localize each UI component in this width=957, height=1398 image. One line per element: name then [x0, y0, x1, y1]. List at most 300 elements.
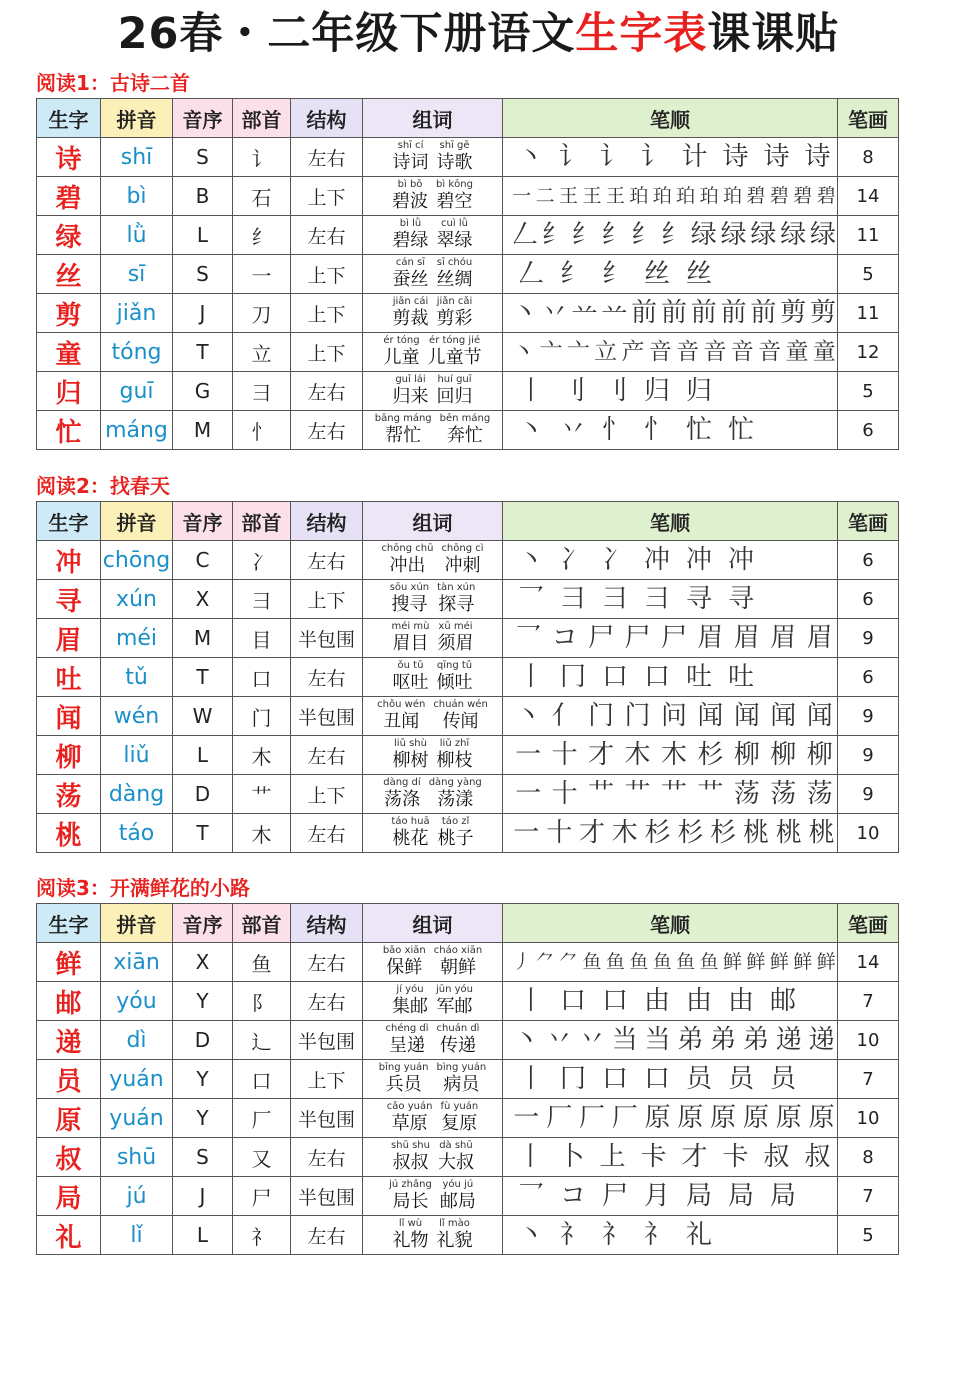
word-item	[437, 1218, 473, 1252]
word-item	[440, 413, 491, 447]
pinyin-cell: shū	[101, 1138, 173, 1177]
word-item	[436, 179, 473, 213]
stroke-step: 诗	[722, 142, 749, 172]
word-pinyin: jí yóu	[396, 984, 424, 995]
words-cell	[363, 177, 503, 216]
stroke-step: 诗	[763, 142, 790, 172]
order-cell: M	[173, 619, 233, 658]
title-black: 26春・二年级下册语文	[117, 9, 576, 59]
stroke-step: 𠃋	[517, 259, 544, 289]
word-hanzi: 桃子	[437, 828, 474, 849]
stroke-step: 弟	[677, 1025, 704, 1055]
stroke-step: 计	[681, 142, 708, 172]
order-cell: S	[173, 138, 233, 177]
word-pinyin: shū shu	[391, 1140, 430, 1151]
table-row	[37, 697, 899, 736]
table-row	[37, 982, 899, 1021]
strokes-cell	[503, 255, 838, 294]
stroke-step: 由	[727, 986, 754, 1016]
character-cell: 吐	[37, 658, 101, 697]
stroke-step: 音	[648, 339, 672, 365]
strokes-cell	[503, 943, 838, 982]
header-order: 音序	[173, 502, 233, 541]
word-pinyin: bēn máng	[439, 413, 491, 424]
word-hanzi: 冲刺	[444, 555, 481, 576]
word-item	[440, 1179, 476, 1213]
word-hanzi: 病员	[443, 1074, 480, 1095]
stroke-step: 桃	[742, 818, 769, 848]
stroke-step: 𠃋	[511, 220, 538, 250]
word-item	[429, 777, 482, 811]
strokes-cell	[503, 736, 838, 775]
word-item	[393, 660, 429, 694]
word-item	[393, 218, 429, 252]
structure-cell: 半包围	[291, 1021, 363, 1060]
lesson-section	[36, 68, 898, 450]
stroke-step: 产	[621, 339, 645, 365]
stroke-step: 纟	[571, 220, 598, 250]
word-pinyin: dàng yàng	[428, 777, 482, 788]
word-pinyin: jú zhǎng	[389, 1179, 432, 1190]
word-hanzi: 碧波	[392, 191, 429, 212]
stroke-step: 弟	[742, 1025, 769, 1055]
stroke-step: 鱼	[582, 951, 602, 973]
character-cell: 寻	[37, 580, 101, 619]
pinyin-cell: yuán	[101, 1099, 173, 1138]
stroke-step: 彐	[643, 584, 670, 614]
header-structure: 结构	[291, 99, 363, 138]
word-item	[383, 945, 426, 979]
table-row	[37, 1138, 899, 1177]
stroke-step: 丶	[515, 701, 542, 731]
stroke-step: 眉	[733, 623, 760, 653]
stroke-step: 杉	[644, 818, 671, 848]
character-cell: 荡	[37, 775, 101, 814]
stroke-count-cell: 10	[838, 1021, 899, 1060]
header-char: 生字	[37, 904, 101, 943]
radical-cell: 礻	[233, 1216, 291, 1255]
word-item	[391, 1140, 430, 1174]
radical-cell: 鱼	[233, 943, 291, 982]
word-pinyin: lǐ wù	[398, 1218, 423, 1229]
character-cell: 忙	[37, 411, 101, 450]
word-pinyin: ǒu tǔ	[397, 660, 424, 671]
word-hanzi: 帮忙	[385, 425, 422, 446]
word-hanzi: 礼貌	[436, 1230, 473, 1251]
stroke-step: 讠	[640, 142, 667, 172]
stroke-step: 剪	[810, 298, 837, 328]
word-pinyin: cán sī	[395, 257, 426, 268]
table-row	[37, 411, 899, 450]
stroke-count-cell: 6	[838, 541, 899, 580]
pinyin-cell: xiān	[101, 943, 173, 982]
radical-cell: 又	[233, 1138, 291, 1177]
radical-cell: 口	[233, 1060, 291, 1099]
table-row	[37, 541, 899, 580]
word-hanzi: 翠绿	[436, 230, 473, 251]
order-cell: L	[173, 736, 233, 775]
pinyin-cell: jiǎn	[101, 294, 173, 333]
stroke-count-cell: 6	[838, 658, 899, 697]
stroke-count-cell: 10	[838, 1099, 899, 1138]
word-hanzi: 诗歌	[436, 152, 473, 173]
word-hanzi: 军邮	[436, 996, 473, 1017]
stroke-step: 木	[611, 818, 638, 848]
pinyin-cell: méi	[101, 619, 173, 658]
stroke-step: 门	[624, 701, 651, 731]
word-pinyin: liǔ shù	[394, 738, 427, 749]
strokes-cell	[503, 333, 838, 372]
words-cell	[363, 619, 503, 658]
stroke-step: 丿	[512, 951, 532, 973]
header-order: 音序	[173, 99, 233, 138]
stroke-step: 弟	[710, 1025, 737, 1055]
stroke-count-cell: 9	[838, 736, 899, 775]
stroke-step: 才	[578, 818, 605, 848]
word-hanzi: 保鲜	[386, 957, 423, 978]
stroke-step: 亻	[551, 701, 578, 731]
word-item	[437, 257, 473, 291]
stroke-step: 鱼	[605, 951, 625, 973]
word-hanzi: 荡漾	[437, 789, 474, 810]
pinyin-cell: xún	[101, 580, 173, 619]
stroke-step: 归	[685, 376, 712, 406]
word-hanzi: 归来	[392, 386, 429, 407]
word-pinyin: chōng chū	[381, 543, 434, 554]
radical-cell: 阝	[233, 982, 291, 1021]
stroke-step: 绿	[810, 220, 837, 250]
word-pinyin: bīng yuán	[378, 1062, 429, 1073]
structure-cell: 半包围	[291, 697, 363, 736]
stroke-step: 卡	[640, 1142, 667, 1172]
stroke-step: 乛	[517, 1181, 544, 1211]
radical-cell: 讠	[233, 138, 291, 177]
stroke-count-cell: 6	[838, 580, 899, 619]
word-pinyin: cuì lǜ	[441, 218, 468, 229]
words-cell	[363, 1216, 503, 1255]
stroke-step: 丝	[685, 259, 712, 289]
word-pinyin: shī cí	[397, 140, 424, 151]
word-pinyin: chōng cì	[441, 543, 484, 554]
words-cell	[363, 294, 503, 333]
stroke-step: 丶	[517, 1220, 544, 1250]
word-hanzi: 邮局	[439, 1191, 476, 1212]
header-pinyin: 拼音	[101, 502, 173, 541]
word-hanzi: 儿童	[383, 347, 420, 368]
stroke-step: 音	[703, 339, 727, 365]
stroke-step: 月	[643, 1181, 670, 1211]
words-cell	[363, 775, 503, 814]
stroke-step: 前	[660, 298, 687, 328]
stroke-step: 绿	[780, 220, 807, 250]
word-hanzi: 复原	[441, 1113, 478, 1134]
stroke-step: 叔	[763, 1142, 790, 1172]
order-cell: X	[173, 580, 233, 619]
stroke-step: 前	[631, 298, 658, 328]
stroke-step: 艹	[660, 779, 687, 809]
strokes-cell	[503, 619, 838, 658]
header-strokes: 笔顺	[503, 502, 838, 541]
structure-cell: 上下	[291, 177, 363, 216]
stroke-step: 前	[750, 298, 777, 328]
word-pinyin: guī lái	[395, 374, 426, 385]
word-item	[441, 543, 483, 577]
table-row	[37, 255, 899, 294]
title-red: 生字表	[575, 9, 708, 59]
stroke-step: 丷	[541, 298, 568, 328]
word-item	[393, 1218, 429, 1252]
word-hanzi: 桃花	[392, 828, 429, 849]
stroke-count-cell: 5	[838, 1216, 899, 1255]
stroke-step: 木	[660, 740, 687, 770]
stroke-step: 珀	[652, 185, 672, 207]
stroke-count-cell: 14	[838, 177, 899, 216]
section-title: 阅读1：古诗二首	[36, 71, 190, 95]
stroke-step: 口	[601, 986, 628, 1016]
strokes-cell	[503, 1138, 838, 1177]
stroke-step: 丷	[559, 415, 586, 445]
stroke-step: 纟	[660, 220, 687, 250]
stroke-step: 眉	[806, 623, 833, 653]
radical-cell: 木	[233, 736, 291, 775]
stroke-step: 吐	[685, 662, 712, 692]
table-row	[37, 814, 899, 853]
stroke-step: 荡	[733, 779, 760, 809]
stroke-step: 王	[559, 185, 579, 207]
stroke-step: 䒑	[571, 298, 598, 328]
stroke-step: コ	[559, 1181, 586, 1211]
word-pinyin: chéng dì	[385, 1023, 429, 1034]
strokes-cell	[503, 697, 838, 736]
word-pinyin: chuán dì	[436, 1023, 480, 1034]
radical-cell: 尸	[233, 1177, 291, 1216]
stroke-step: 乛	[515, 623, 542, 653]
word-item	[437, 621, 473, 655]
character-cell: 闻	[37, 697, 101, 736]
word-hanzi: 柳枝	[436, 750, 473, 771]
stroke-step: 尸	[624, 623, 651, 653]
stroke-step: 一	[512, 185, 532, 207]
stroke-step: 纟	[601, 220, 628, 250]
radical-cell: 艹	[233, 775, 291, 814]
stroke-step: 二	[535, 185, 555, 207]
header-count: 笔画	[838, 904, 899, 943]
pinyin-cell: bì	[101, 177, 173, 216]
structure-cell: 半包围	[291, 1177, 363, 1216]
header-order: 音序	[173, 904, 233, 943]
stroke-step: 柳	[733, 740, 760, 770]
word-item	[437, 374, 473, 408]
words-cell	[363, 580, 503, 619]
stroke-step: 才	[681, 1142, 708, 1172]
words-cell	[363, 1060, 503, 1099]
stroke-step: 艹	[697, 779, 724, 809]
word-hanzi: 探寻	[438, 594, 475, 615]
stroke-step: 绿	[690, 220, 717, 250]
table-row	[37, 580, 899, 619]
word-item	[392, 621, 430, 655]
radical-cell: 口	[233, 658, 291, 697]
header-radical: 部首	[233, 904, 291, 943]
radical-cell: 木	[233, 814, 291, 853]
table-row	[37, 943, 899, 982]
structure-cell: 上下	[291, 580, 363, 619]
stroke-count-cell: 6	[838, 411, 899, 450]
stroke-step: 丨	[517, 1142, 544, 1172]
words-cell	[363, 982, 503, 1021]
pinyin-cell: guī	[101, 372, 173, 411]
word-item	[438, 816, 474, 850]
stroke-count-cell: 9	[838, 619, 899, 658]
word-hanzi: 礼物	[392, 1230, 429, 1251]
strokes-cell	[503, 372, 838, 411]
words-cell	[363, 658, 503, 697]
stroke-step: 珀	[629, 185, 649, 207]
header-words: 组词	[363, 502, 503, 541]
stroke-step: 忙	[685, 415, 712, 445]
structure-cell: 左右	[291, 943, 363, 982]
stroke-step: 讠	[599, 142, 626, 172]
word-item	[393, 296, 429, 330]
word-pinyin: táo zǐ	[441, 816, 470, 827]
words-cell	[363, 138, 503, 177]
structure-cell: 左右	[291, 982, 363, 1021]
character-cell: 桃	[37, 814, 101, 853]
word-pinyin: sī chóu	[436, 257, 473, 268]
word-hanzi: 丑闻	[383, 711, 420, 732]
word-hanzi: 大叔	[437, 1152, 474, 1173]
word-item	[391, 816, 429, 850]
word-item	[392, 984, 428, 1018]
strokes-cell	[503, 580, 838, 619]
radical-cell: 刀	[233, 294, 291, 333]
stroke-step: 冫	[601, 545, 628, 575]
word-item	[437, 296, 473, 330]
structure-cell: 左右	[291, 1216, 363, 1255]
stroke-step: 眉	[697, 623, 724, 653]
character-cell: 诗	[37, 138, 101, 177]
word-hanzi: 须眉	[437, 633, 474, 654]
stroke-step: 亠	[539, 339, 563, 365]
strokes-cell	[503, 1060, 838, 1099]
stroke-step: 前	[690, 298, 717, 328]
table-row	[37, 1216, 899, 1255]
stroke-step: 十	[551, 740, 578, 770]
pinyin-cell: chōng	[101, 541, 173, 580]
word-item	[440, 1101, 478, 1135]
stroke-step: 礻	[643, 1220, 670, 1250]
stroke-step: 王	[582, 185, 602, 207]
table-row	[37, 177, 899, 216]
structure-cell: 左右	[291, 372, 363, 411]
stroke-step: 厂	[578, 1103, 605, 1133]
word-item	[437, 1023, 480, 1057]
radical-cell: 石	[233, 177, 291, 216]
word-hanzi: 兵员	[385, 1074, 422, 1095]
stroke-step: 纟	[541, 220, 568, 250]
word-hanzi: 奔忙	[446, 425, 483, 446]
radical-cell: 辶	[233, 1021, 291, 1060]
structure-cell: 左右	[291, 736, 363, 775]
radical-cell: 目	[233, 619, 291, 658]
pinyin-cell: liǔ	[101, 736, 173, 775]
stroke-step: コ	[551, 623, 578, 653]
stroke-step: 荡	[770, 779, 797, 809]
stroke-step: 丷	[578, 1025, 605, 1055]
words-cell	[363, 216, 503, 255]
header-words: 组词	[363, 99, 503, 138]
word-hanzi: 倾吐	[436, 672, 473, 693]
word-hanzi: 局长	[392, 1191, 429, 1212]
stroke-step: 当	[644, 1025, 671, 1055]
words-cell	[363, 333, 503, 372]
structure-cell: 半包围	[291, 619, 363, 658]
stroke-step: 艹	[588, 779, 615, 809]
stroke-step: 由	[643, 986, 670, 1016]
table-row	[37, 1060, 899, 1099]
words-cell	[363, 541, 503, 580]
character-cell: 礼	[37, 1216, 101, 1255]
stroke-step: 眉	[770, 623, 797, 653]
strokes-cell	[503, 177, 838, 216]
stroke-step: 厂	[611, 1103, 638, 1133]
stroke-step: 忄	[601, 415, 628, 445]
character-cell: 冲	[37, 541, 101, 580]
stroke-step: 丶	[517, 415, 544, 445]
stroke-count-cell: 12	[838, 333, 899, 372]
stroke-step: 礻	[559, 1220, 586, 1250]
word-pinyin: bì kōng	[436, 179, 473, 190]
stroke-step: 一	[513, 1103, 540, 1133]
character-cell: 局	[37, 1177, 101, 1216]
word-hanzi: 荡涤	[383, 789, 420, 810]
word-item	[428, 335, 482, 369]
character-cell: 员	[37, 1060, 101, 1099]
word-item	[383, 777, 420, 811]
pinyin-cell: tóng	[101, 333, 173, 372]
word-item	[386, 1023, 429, 1057]
stroke-step: 杉	[697, 740, 724, 770]
stroke-step: 诗	[804, 142, 831, 172]
word-pinyin: méi mù	[391, 621, 430, 632]
stroke-step: 珀	[676, 185, 696, 207]
order-cell: J	[173, 294, 233, 333]
stroke-step: 闻	[697, 701, 724, 731]
stroke-step: 原	[775, 1103, 802, 1133]
stroke-step: 鲜	[816, 951, 836, 973]
stroke-step: 尸	[588, 623, 615, 653]
structure-cell: 左右	[291, 1138, 363, 1177]
stroke-step: 口	[643, 1064, 670, 1094]
order-cell: C	[173, 541, 233, 580]
strokes-cell	[503, 294, 838, 333]
strokes-cell	[503, 541, 838, 580]
pinyin-cell: dì	[101, 1021, 173, 1060]
word-hanzi: 搜寻	[391, 594, 428, 615]
stroke-step: 寻	[727, 584, 754, 614]
stroke-step: 丷	[546, 1025, 573, 1055]
stroke-step: 纟	[559, 259, 586, 289]
character-table	[36, 501, 899, 853]
word-pinyin: sōu xún	[389, 582, 430, 593]
word-pinyin: ér tóng	[383, 335, 420, 346]
stroke-step: 刂	[559, 376, 586, 406]
words-cell	[363, 372, 503, 411]
word-pinyin: bì bō	[397, 179, 423, 190]
table-header-row	[37, 502, 899, 541]
table-row	[37, 1021, 899, 1060]
word-item	[392, 179, 428, 213]
